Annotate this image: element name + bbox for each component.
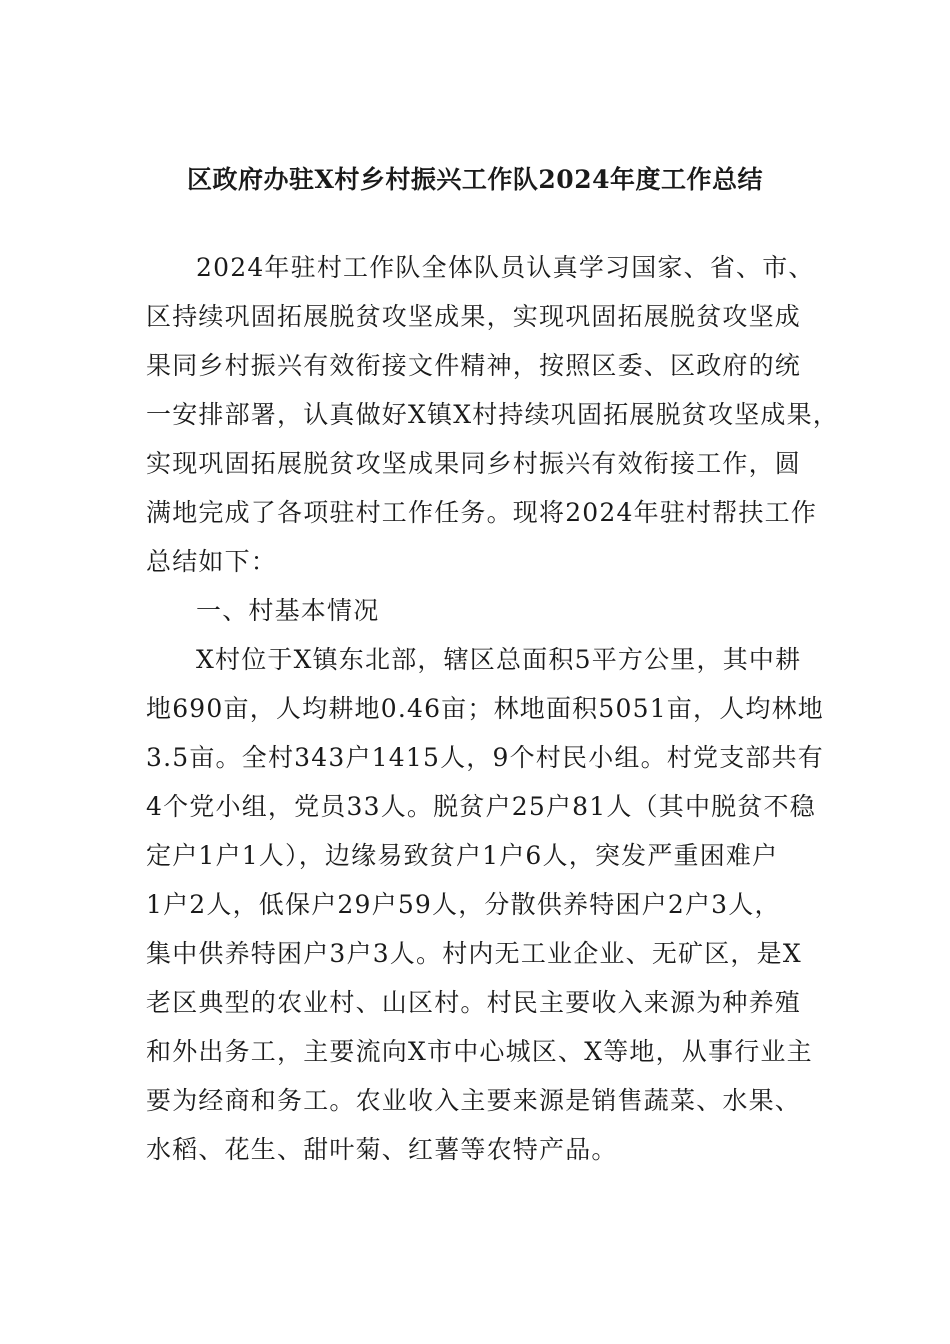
paragraph-line: 和外出务工，主要流向X市中心城区、X等地，从事行业主 [146, 1037, 813, 1066]
paragraph-line: 实现巩固拓展脱贫攻坚成果同乡村振兴有效衔接工作，圆 [146, 449, 802, 478]
paragraph-line: 要为经商和务工。农业收入主要来源是销售蔬菜、水果、 [146, 1086, 802, 1115]
paragraph-line: 总结如下： [146, 547, 278, 576]
paragraph-line: 集中供养特困户3户3人。村内无工业企业、无矿区，是X [146, 939, 802, 968]
paragraph-line: 4个党小组，党员33人。脱贫户25户81人（其中脱贫不稳 [146, 792, 816, 821]
document-title: 区政府办驻X村乡村振兴工作队2024年度工作总结 [187, 165, 763, 194]
paragraph-line: 区持续巩固拓展脱贫攻坚成果，实现巩固拓展脱贫攻坚成 [146, 302, 802, 331]
paragraph-line: 定户1户1人），边缘易致贫户1户6人，突发严重困难户 [146, 841, 779, 870]
paragraph-line: 1户2人，低保户29户59人，分散供养特困户2户3人， [146, 890, 781, 919]
paragraph-line: 2024年驻村工作队全体队员认真学习国家、省、市、 [196, 253, 815, 282]
paragraph-line: 地690亩，人均耕地0.46亩；林地面积5051亩，人均林地 [146, 694, 825, 723]
paragraph-line: 3.5亩。全村343户1415人，9个村民小组。村党支部共有 [146, 743, 825, 772]
paragraph-line: 满地完成了各项驻村工作任务。现将2024年驻村帮扶工作 [146, 498, 818, 527]
paragraph-line: 果同乡村振兴有效衔接文件精神，按照区委、区政府的统 [146, 351, 802, 380]
paragraph-line: X村位于X镇东北部，辖区总面积5平方公里，其中耕 [196, 645, 802, 674]
paragraph-line: 水稻、花生、甜叶菊、红薯等农特产品。 [146, 1135, 618, 1164]
paragraph-line: 一安排部署，认真做好X镇X村持续巩固拓展脱贫攻坚成果， [146, 400, 839, 429]
paragraph-line: 老区典型的农业村、山区村。村民主要收入来源为种养殖 [146, 988, 802, 1017]
section-heading: 一、村基本情况 [196, 596, 380, 625]
